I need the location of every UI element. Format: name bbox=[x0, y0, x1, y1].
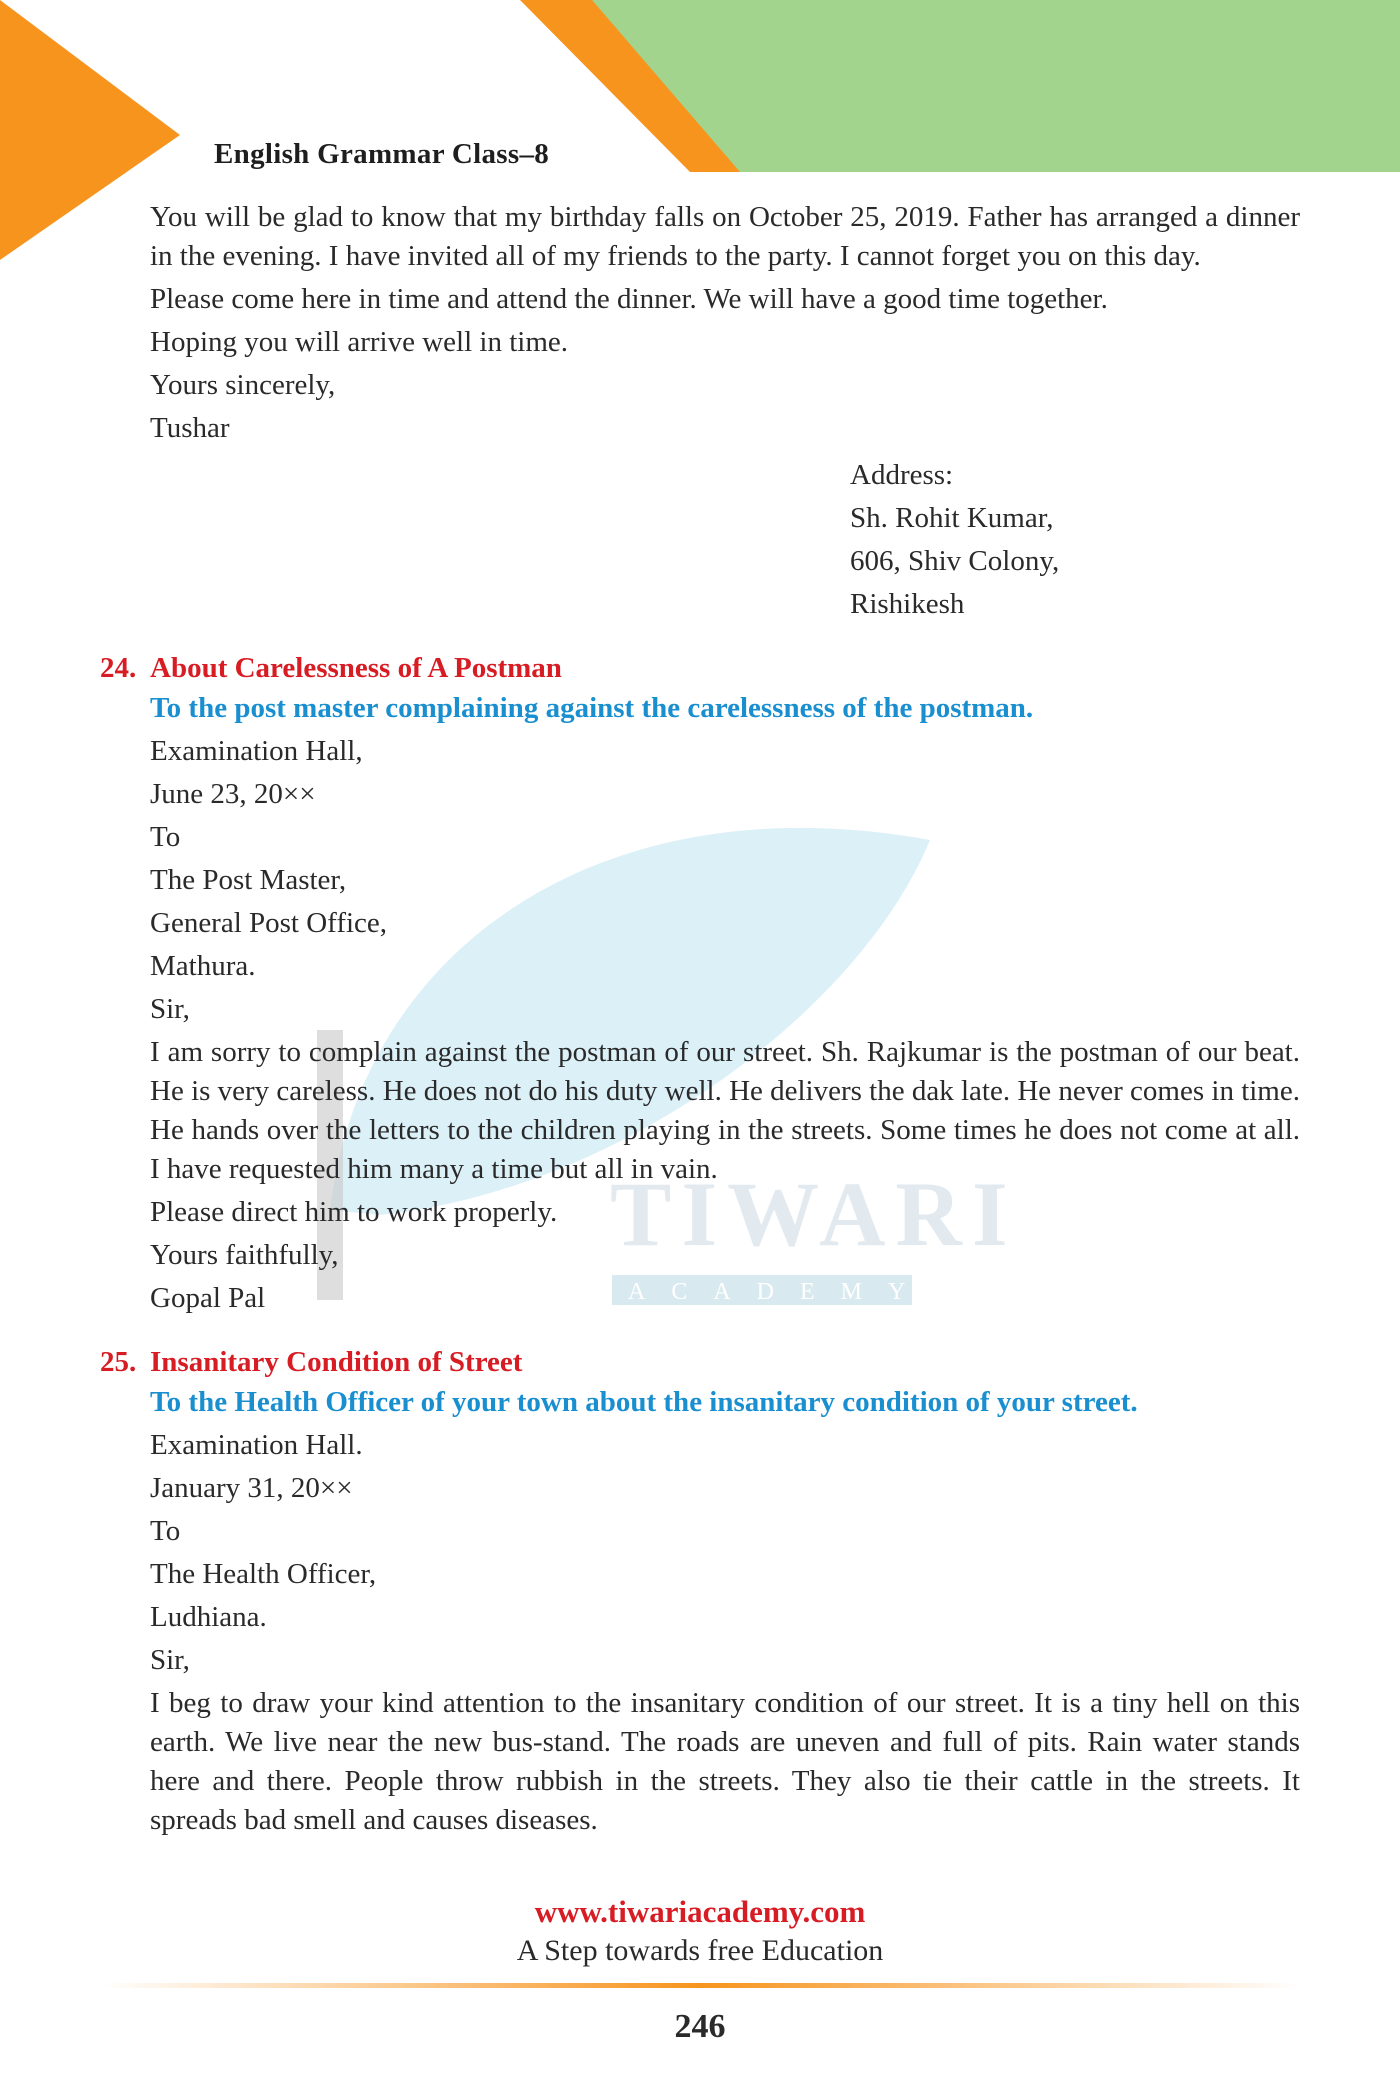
intro-signature: Tushar bbox=[150, 412, 230, 444]
footer-divider bbox=[100, 1983, 1300, 1988]
address-line: Sh. Rohit Kumar, bbox=[850, 502, 1054, 534]
page-content bbox=[100, 198, 1300, 1840]
section-title: About Carelessness of A Postman bbox=[150, 652, 562, 684]
letter-body: I beg to draw your kind attention to the insanitary condition of our street. It is a tiny hell on this earth. We live near the new bus-stand. The roads are uneven and full of pits. Rain water stands here and there. People throw rubbish in the streets. They also tie their cattle in the streets. It spreads bad smell and causes diseases. bbox=[150, 1687, 1300, 1836]
address-line: 606, Shiv Colony, bbox=[850, 545, 1060, 577]
recipient-line: General Post Office, bbox=[150, 907, 388, 939]
footer-tagline: A Step towards free Education bbox=[516, 1934, 884, 1967]
section-number: 25. bbox=[100, 1346, 137, 1378]
page-number: 246 bbox=[674, 2008, 726, 2045]
intro-closing: Yours sincerely, bbox=[150, 369, 336, 401]
intro-paragraph-2: Please come here in time and attend the dinner. We will have a good time together. bbox=[150, 283, 1108, 315]
section-24-subtitle: To the post master complaining against the carelessness of the postman. bbox=[150, 692, 1034, 724]
address-line: Rishikesh bbox=[850, 588, 965, 620]
letter-to: To bbox=[150, 821, 181, 853]
watermark-sub: ACADEMY bbox=[628, 1279, 932, 1305]
letter-date: January 31, 20×× bbox=[150, 1472, 353, 1504]
page-header-title: English Grammar Class–8 bbox=[214, 138, 550, 170]
letter-closing: Yours faithfully, bbox=[150, 1239, 339, 1271]
intro-paragraph-3: Hoping you will arrive well in time. bbox=[150, 326, 569, 358]
letter-from: Examination Hall, bbox=[150, 735, 363, 767]
address-line: Address: bbox=[850, 459, 954, 491]
letter-date: June 23, 20×× bbox=[150, 778, 316, 810]
letter-signature: Gopal Pal bbox=[150, 1282, 266, 1314]
intro-paragraph-1: You will be glad to know that my birthday falls on October 25, 2019. Father has arranged a dinner in the evening. I have invited all of my friends to the party. I cannot forget you on this day. bbox=[150, 201, 1300, 272]
section-24-heading bbox=[100, 648, 1300, 688]
recipient-line: Ludhiana. bbox=[150, 1601, 267, 1633]
section-25-subtitle: To the Health Officer of your town about the insanitary condition of your street. bbox=[150, 1386, 1138, 1418]
letter-from: Examination Hall. bbox=[150, 1429, 363, 1461]
recipient-line: Mathura. bbox=[150, 950, 256, 982]
address-block bbox=[850, 456, 1300, 624]
recipient-line: The Post Master, bbox=[150, 864, 347, 896]
footer-url[interactable]: www.tiwariacademy.com bbox=[534, 1894, 866, 1929]
letter-salutation: Sir, bbox=[150, 1644, 190, 1676]
letter-to: To bbox=[150, 1515, 181, 1547]
section-number: 24. bbox=[100, 652, 137, 684]
letter-request: Please direct him to work properly. bbox=[150, 1196, 558, 1228]
section-title: Insanitary Condition of Street bbox=[150, 1346, 523, 1378]
letter-body: I am sorry to complain against the postman of our street. Sh. Rajkumar is the postman of our beat. He is very careless. He does not do his duty well. He delivers the dak late. He never comes in time. He hands over the letters to the children playing in the streets. Some times he does not come at all. I have requested him many a time but all in vain. bbox=[150, 1036, 1300, 1185]
recipient-line: The Health Officer, bbox=[150, 1558, 377, 1590]
section-25-heading bbox=[100, 1342, 1300, 1382]
letter-salutation: Sir, bbox=[150, 993, 190, 1025]
watermark-brand: TIWARI bbox=[610, 1163, 1018, 1265]
